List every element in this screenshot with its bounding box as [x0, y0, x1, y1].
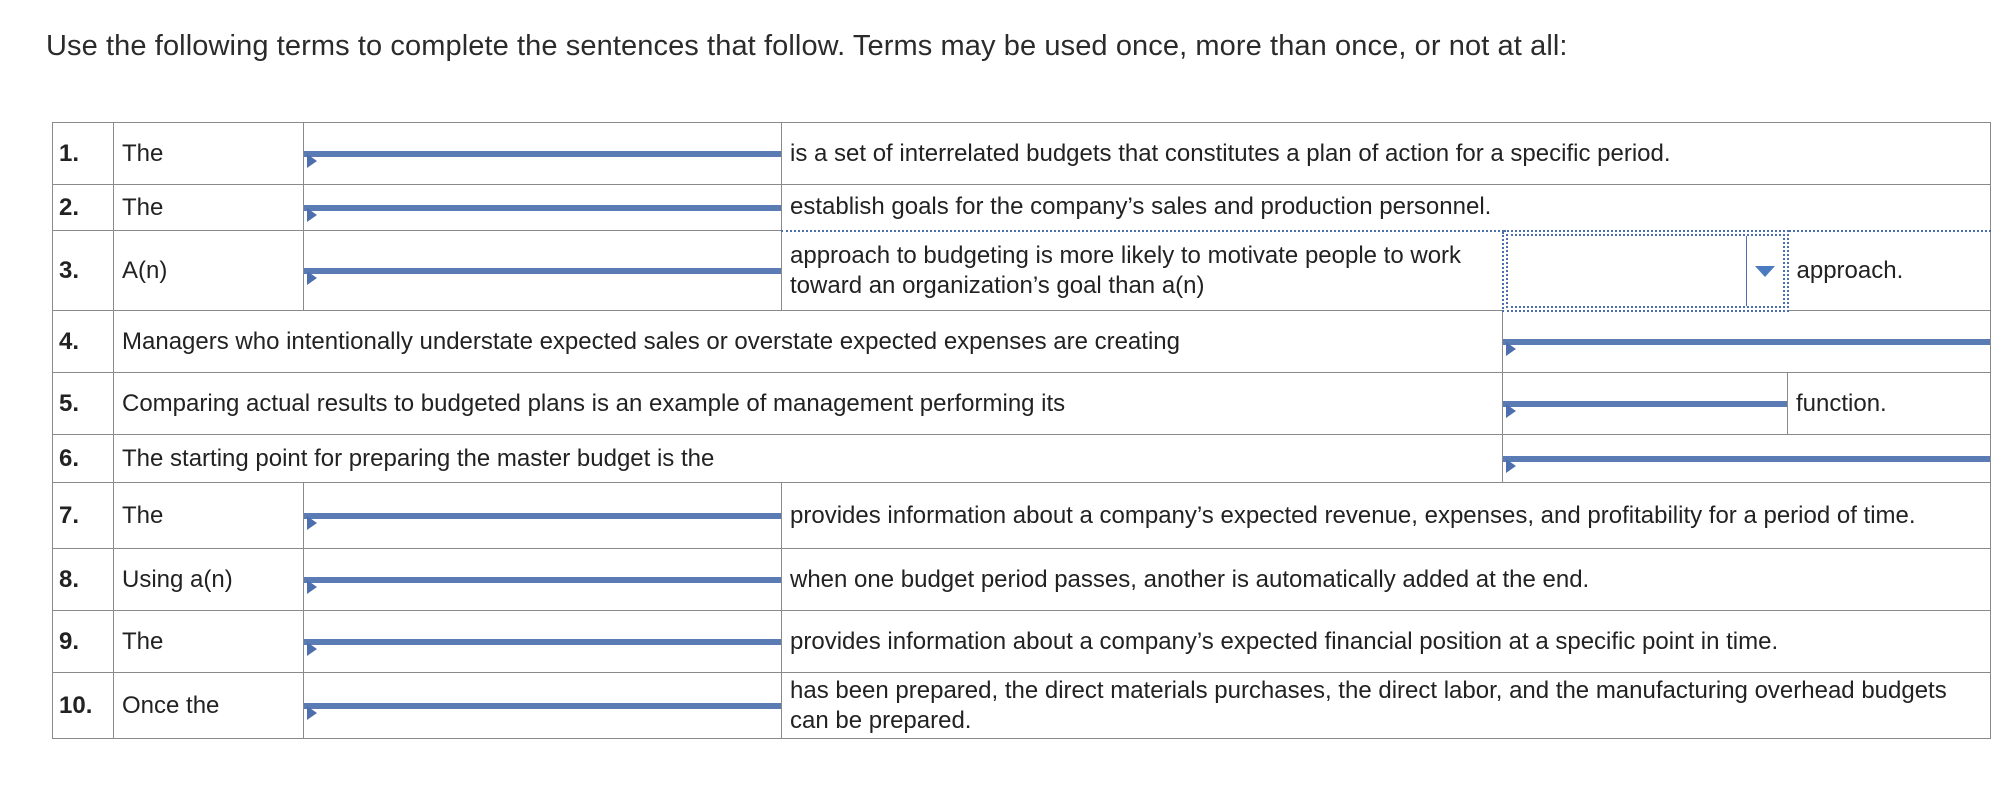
answer-input-2[interactable]	[304, 205, 781, 211]
sentence-rest: has been prepared, the direct materials purchases, the direct labor, and the manufacturing overhead budgets can be prepared.	[782, 673, 1991, 739]
table-row	[53, 123, 1991, 185]
sentence-lead: Managers who intentionally understate expected sales or overstate expected expenses are creating	[114, 311, 1503, 373]
answer-cell	[304, 185, 782, 231]
sentence-middle: approach to budgeting is more likely to motivate people to work toward an organization’s goal than a(n)	[782, 231, 1503, 311]
answer-cell	[304, 123, 782, 185]
sentence-rest: establish goals for the company’s sales and production personnel.	[782, 185, 1991, 231]
answer-input-7[interactable]	[304, 513, 781, 519]
question-number: 9.	[53, 611, 114, 673]
question-number: 10.	[53, 673, 114, 739]
sentence-lead: Using a(n)	[114, 549, 304, 611]
answer-cell	[304, 673, 782, 739]
table-row	[53, 185, 1991, 231]
sentence-rest: when one budget period passes, another is automatically added at the end.	[782, 549, 1991, 611]
table-row	[53, 611, 1991, 673]
sentence-lead: The starting point for preparing the master budget is the	[114, 435, 1503, 483]
answer-cell	[304, 483, 782, 549]
sentence-lead: Once the	[114, 673, 304, 739]
question-number: 2.	[53, 185, 114, 231]
answer-input-1[interactable]	[304, 151, 781, 157]
sentence-lead: A(n)	[114, 231, 304, 311]
question-number: 6.	[53, 435, 114, 483]
sentence-lead: The	[114, 611, 304, 673]
answer-cell	[1503, 311, 1991, 373]
question-number: 4.	[53, 311, 114, 373]
question-number: 8.	[53, 549, 114, 611]
question-number: 5.	[53, 373, 114, 435]
sentence-lead: Comparing actual results to budgeted plans is an example of management performing its	[114, 373, 1503, 435]
table-row	[53, 483, 1991, 549]
answer-input-10[interactable]	[304, 703, 781, 709]
dropdown-divider	[1746, 236, 1747, 306]
sentence-rest: is a set of interrelated budgets that constitutes a plan of action for a specific period.	[782, 123, 1991, 185]
answer-cell	[1503, 231, 1788, 311]
table-row	[53, 311, 1991, 373]
answer-input-3[interactable]	[304, 268, 781, 274]
answer-cell	[1503, 435, 1991, 483]
answer-input-5[interactable]	[1503, 401, 1787, 407]
question-number: 1.	[53, 123, 114, 185]
answer-input-6[interactable]	[1503, 456, 1990, 462]
sentence-lead: The	[114, 483, 304, 549]
table-row	[53, 549, 1991, 611]
answer-cell	[304, 611, 782, 673]
answer-input-4[interactable]	[1503, 339, 1990, 345]
answer-input-9[interactable]	[304, 639, 781, 645]
answer-cell	[304, 231, 782, 311]
question-number: 3.	[53, 231, 114, 311]
sentence-lead: The	[114, 123, 304, 185]
table-row	[53, 373, 1991, 435]
answer-cell	[304, 549, 782, 611]
answer-input-8[interactable]	[304, 577, 781, 583]
answer-cell	[1503, 373, 1788, 435]
sentence-tail: function.	[1788, 373, 1991, 435]
table-row	[53, 231, 1991, 311]
sentence-lead: The	[114, 185, 304, 231]
sentence-tail: approach.	[1788, 231, 1991, 311]
question-number: 7.	[53, 483, 114, 549]
sentence-rest: provides information about a company’s expected financial position at a specific point in time.	[782, 611, 1991, 673]
table-row	[53, 673, 1991, 739]
table-row	[53, 435, 1991, 483]
sentence-rest: provides information about a company’s expected revenue, expenses, and profitability for a period of time.	[782, 483, 1991, 549]
chevron-down-icon[interactable]	[1755, 266, 1775, 277]
fill-in-table	[52, 122, 1991, 739]
instructions: Use the following terms to complete the sentences that follow. Terms may be used once, more than once, or not at all:	[46, 30, 1568, 62]
answer-dropdown-3[interactable]	[1506, 234, 1785, 308]
